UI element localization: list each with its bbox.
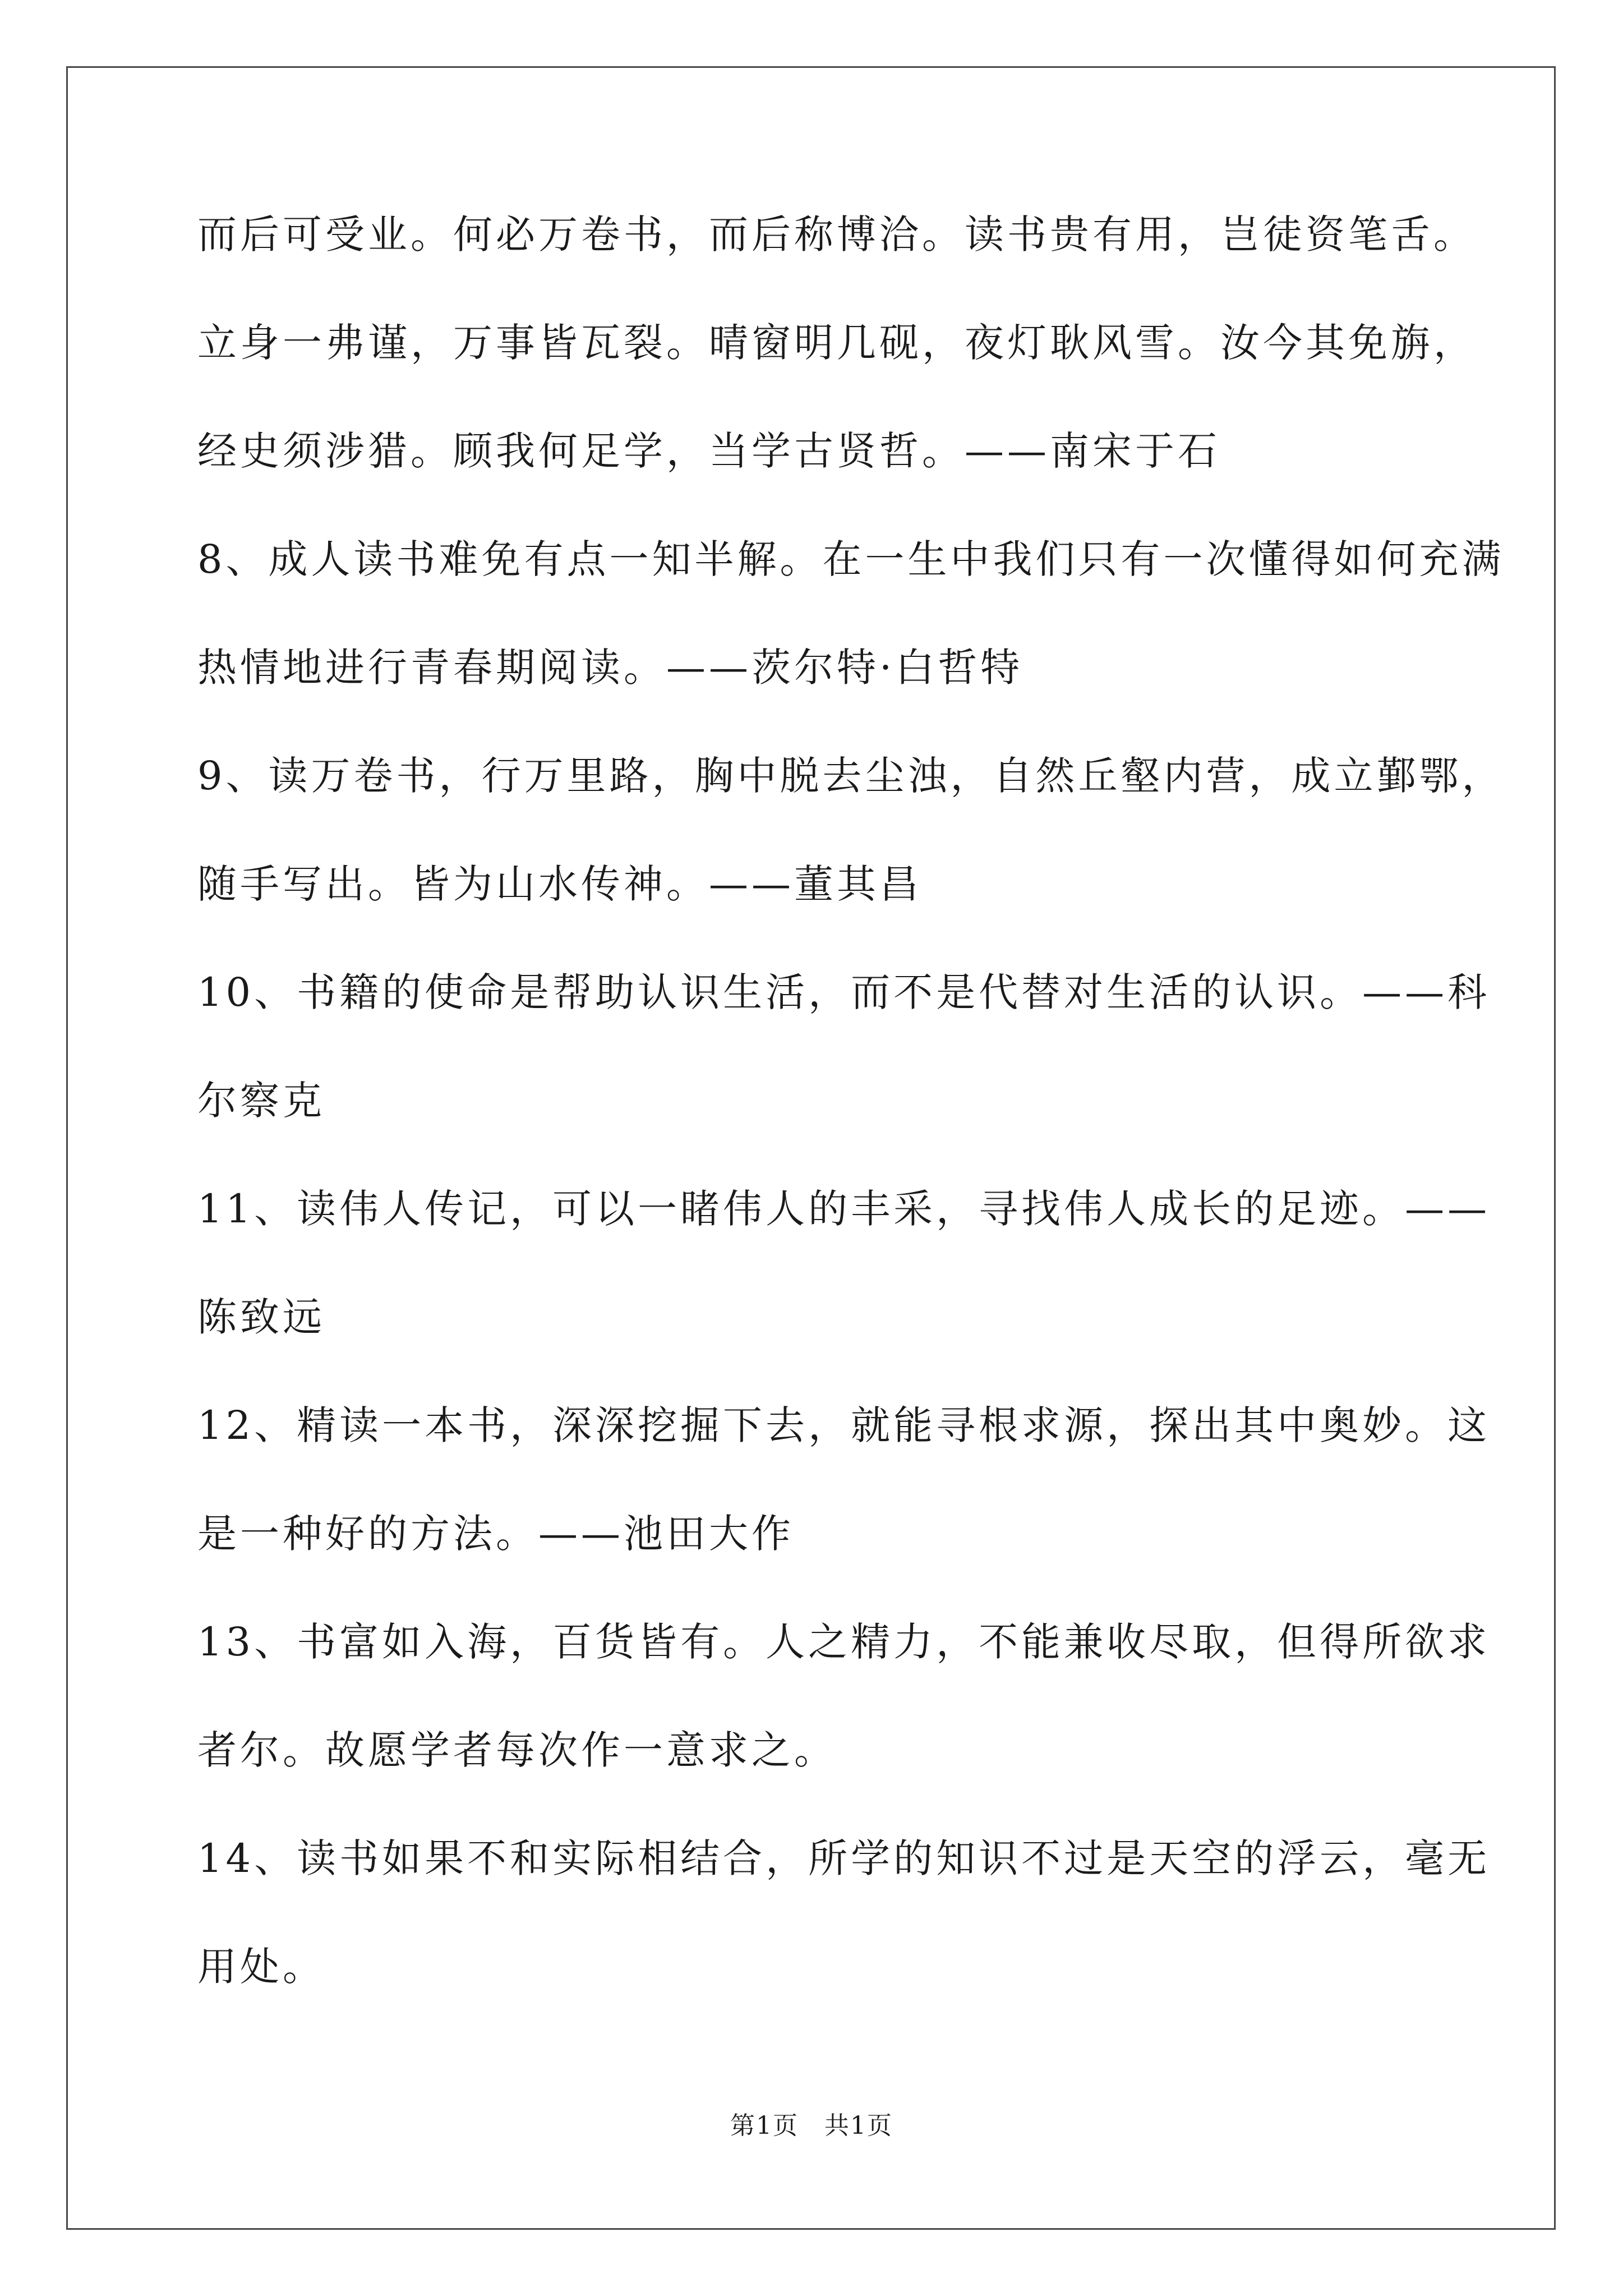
quote-11-line-1: 11、读伟人传记，可以一睹伟人的丰采，寻找伟人成长的足迹。—— [197, 1186, 1491, 1232]
document-body [197, 211, 1505, 2055]
quote-11-line-2: 陈致远 [197, 1294, 325, 1340]
quote-8-line-2: 热情地进行青春期阅读。——茨尔特·白哲特 [197, 645, 1023, 691]
quote-13-line-2: 者尔。故愿学者每次作一意求之。 [197, 1727, 837, 1773]
quote-8-line-1: 8、成人读书难免有点一知半解。在一生中我们只有一次懂得如何充满 [197, 536, 1505, 582]
text-line: 经史须涉猎。顾我何足学，当学古贤哲。——南宋于石 [197, 428, 1220, 474]
quote-14-line-2: 用处。 [197, 1944, 325, 1990]
quote-12-line-2: 是一种好的方法。——池田大作 [197, 1511, 794, 1557]
text-line: 而后可受业。何必万卷书，而后称博洽。读书贵有用，岂徒资笔舌。 [197, 211, 1476, 257]
quote-12-line-1: 12、精读一本书，深深挖掘下去，就能寻根求源，探出其中奥妙。这 [197, 1402, 1491, 1448]
text-line: 立身一弗谨，万事皆瓦裂。晴窗明几砚，夜灯耿风雪。汝今其免旃， [197, 320, 1476, 366]
quote-10-line-2: 尔察克 [197, 1078, 325, 1124]
quote-13-line-1: 13、书富如入海，百货皆有。人之精力，不能兼收尽取，但得所欲求 [197, 1619, 1491, 1665]
quote-9-line-2: 随手写出。皆为山水传神。——董其昌 [197, 861, 922, 907]
quote-9-line-1: 9、读万卷书，行万里路，胸中脱去尘浊，自然丘壑内营，成立鄞鄂， [197, 753, 1505, 799]
quote-14-line-1: 14、读书如果不和实际相结合，所学的知识不过是天空的浮云，毫无 [197, 1835, 1491, 1881]
page-number-footer: 第1页 共1页 [730, 2111, 893, 2140]
quote-10-line-1: 10、书籍的使命是帮助认识生活，而不是代替对生活的认识。——科 [197, 969, 1491, 1015]
